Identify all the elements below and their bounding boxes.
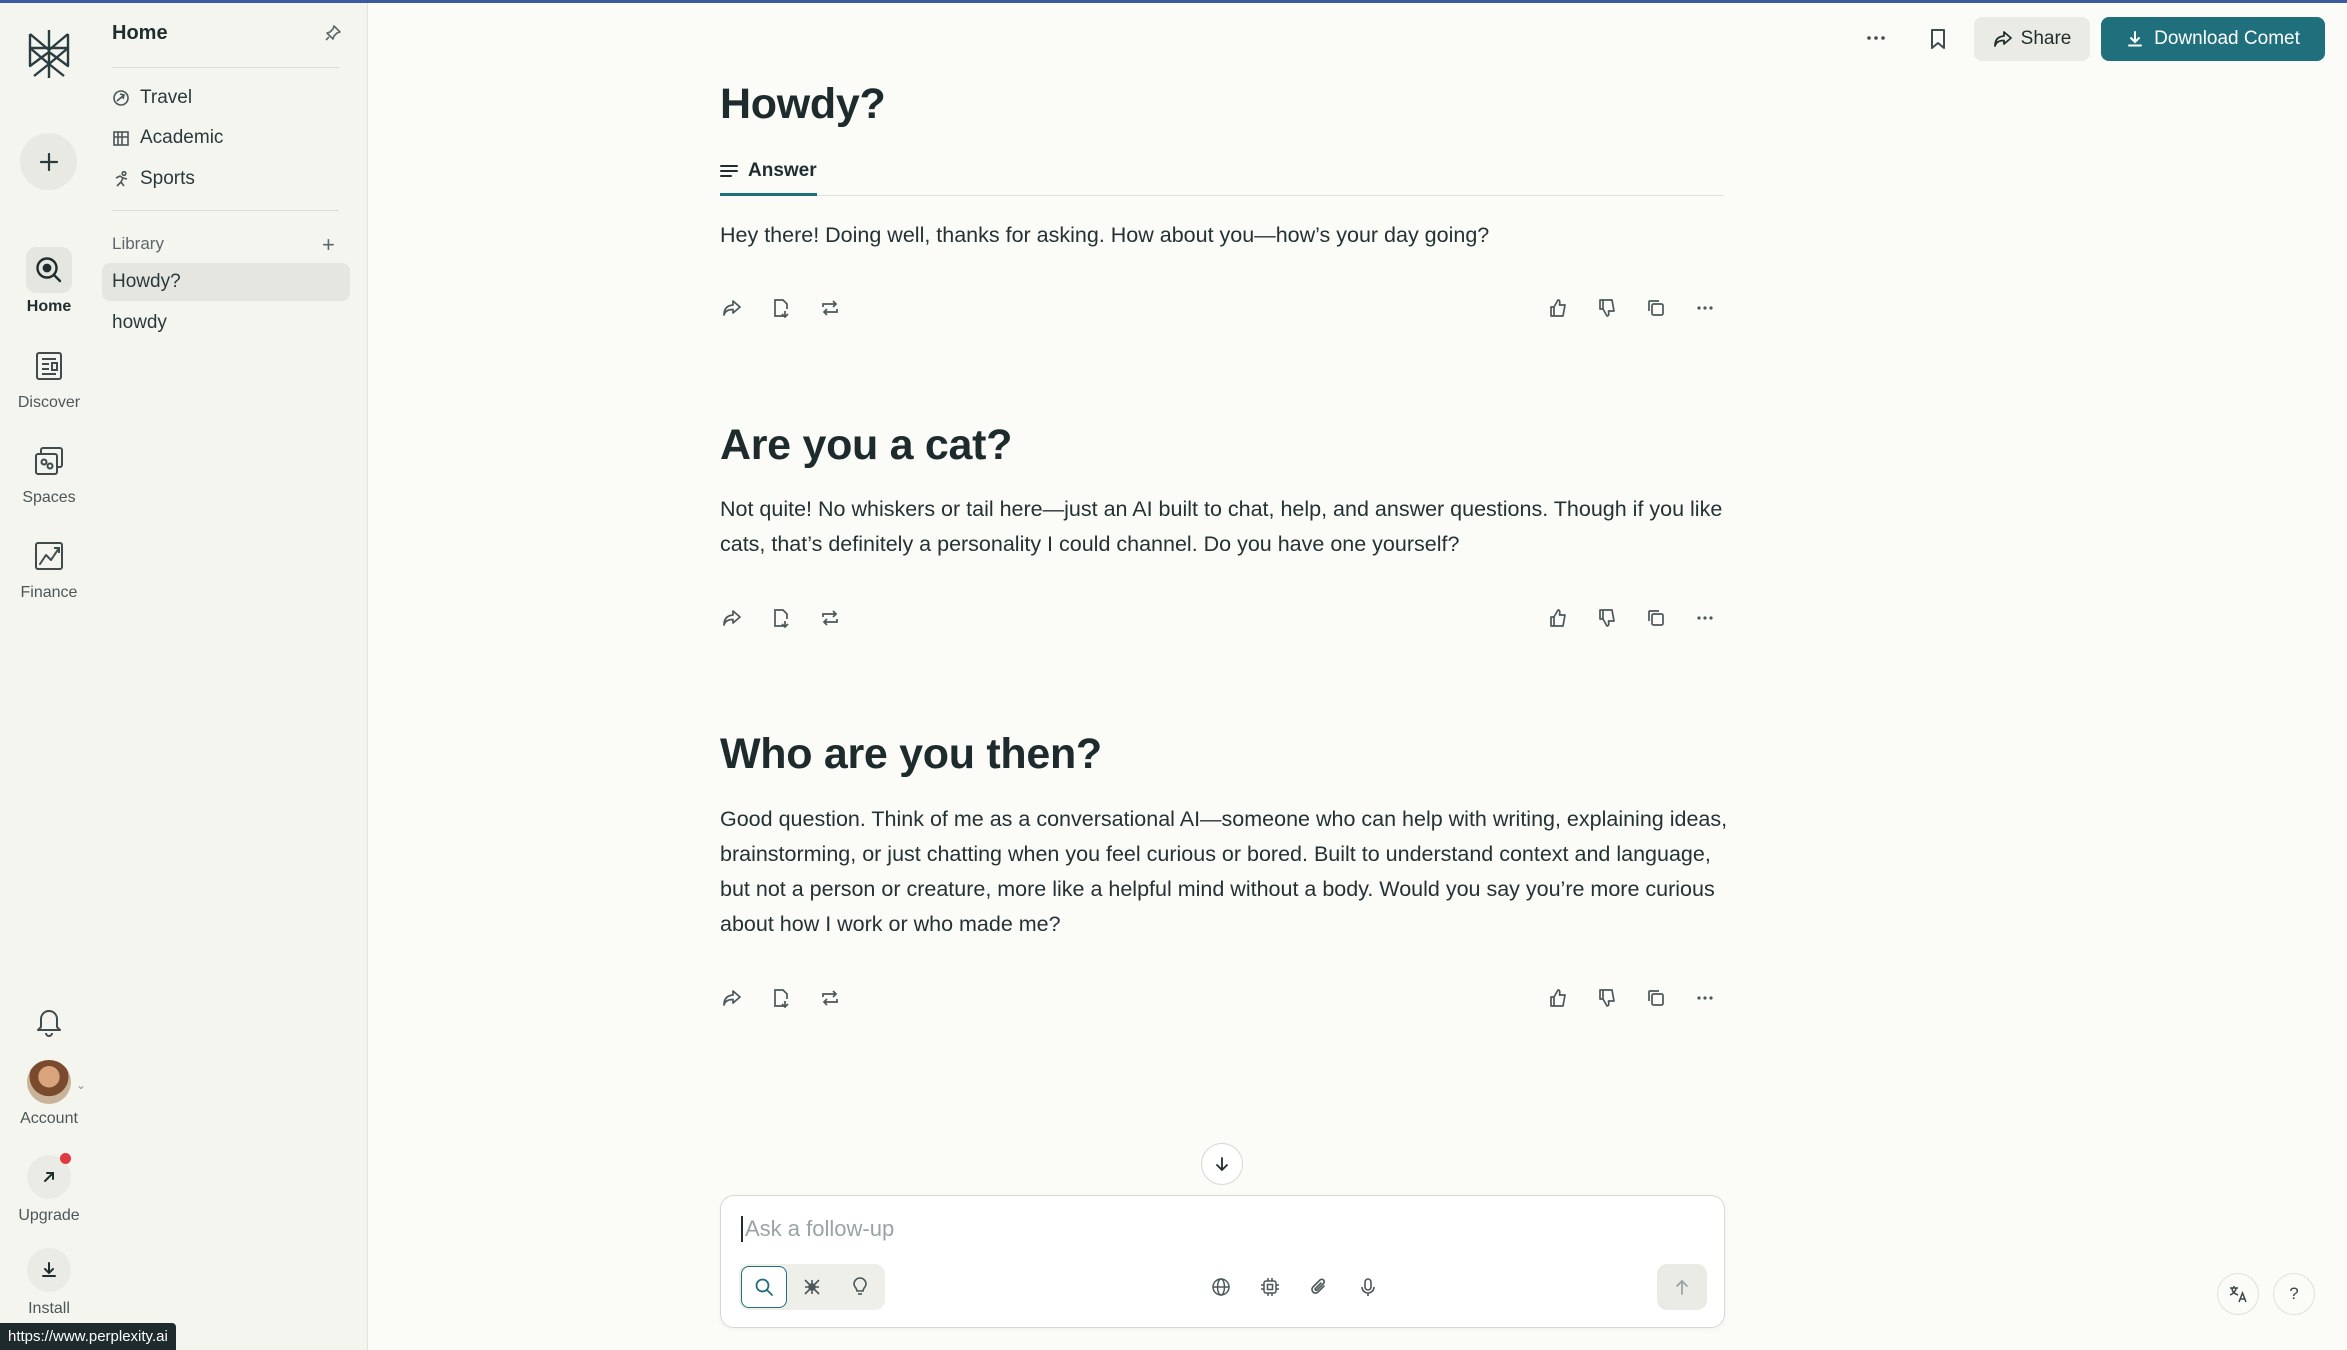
copy-icon[interactable] <box>1644 606 1668 630</box>
sidebar-item-sports[interactable] <box>112 168 195 190</box>
answer-text: Good question. Think of me as a conversational AI—someone who can help with writing, explaining ideas, brainstorming, or just chatting when you feel curious or bored. Built to understand context and language, but not a person or creature, more like a helpful mind without a body. Would you say you’re more curious about how I work or who made me? <box>720 807 1728 936</box>
follow-up-composer <box>720 1195 1725 1328</box>
upgrade-button[interactable] <box>0 1155 98 1225</box>
copy-icon[interactable] <box>1644 986 1668 1010</box>
lightbulb-icon <box>850 1277 870 1297</box>
more-options-icon[interactable] <box>1862 22 1890 55</box>
tab-answer-label: Answer <box>748 159 817 181</box>
answer-lines-icon <box>720 163 738 179</box>
rail-item-home[interactable] <box>0 247 98 316</box>
bookmark-icon[interactable] <box>1928 24 1948 57</box>
download-icon <box>40 1261 58 1279</box>
spaces-icon <box>26 438 72 484</box>
avatar <box>27 1060 71 1104</box>
thumbs-up-icon[interactable] <box>1546 986 1570 1010</box>
tab-answer[interactable] <box>720 148 817 196</box>
download-icon <box>2126 30 2144 48</box>
copy-icon[interactable] <box>1644 296 1668 320</box>
chevron-down-icon: ⌄ <box>76 1078 87 1092</box>
arrow-up-right-icon <box>41 1169 57 1185</box>
sports-icon <box>112 170 130 188</box>
export-icon[interactable] <box>769 296 793 320</box>
thread-label: howdy <box>112 312 167 333</box>
thread-label: Howdy? <box>112 271 181 292</box>
more-actions-icon[interactable] <box>1693 296 1717 320</box>
new-thread-button[interactable] <box>20 133 77 190</box>
labs-mode-button[interactable] <box>837 1266 883 1308</box>
side-panel <box>98 0 368 1350</box>
travel-icon <box>112 89 130 107</box>
arrow-down-icon <box>1213 1155 1231 1173</box>
language-icon[interactable] <box>2217 1273 2259 1315</box>
share-answer-icon[interactable] <box>720 986 744 1010</box>
rail-label-finance: Finance <box>20 584 78 601</box>
arrow-up-icon <box>1674 1278 1690 1296</box>
export-icon[interactable] <box>769 606 793 630</box>
rail-item-spaces[interactable] <box>0 438 98 507</box>
question-heading: Howdy? <box>720 80 886 128</box>
rewrite-icon[interactable] <box>818 296 842 320</box>
sidebar-item-label: Academic <box>140 127 224 148</box>
rail-label-spaces: Spaces <box>22 489 76 506</box>
install-button[interactable] <box>0 1248 98 1318</box>
divider <box>112 67 339 68</box>
answer-tabbar <box>720 148 1724 196</box>
account-label: Account <box>20 1110 78 1127</box>
notification-dot <box>60 1153 71 1164</box>
help-label: ? <box>2289 1284 2299 1303</box>
divider <box>112 210 339 211</box>
scroll-to-bottom-button[interactable] <box>1201 1143 1243 1185</box>
notifications-bell-icon[interactable] <box>34 1005 64 1042</box>
panel-title: Home <box>112 22 168 44</box>
share-icon <box>1993 30 2013 48</box>
finance-icon <box>26 533 72 579</box>
model-chip-icon[interactable] <box>1258 1275 1282 1299</box>
more-actions-icon[interactable] <box>1693 606 1717 630</box>
rewrite-icon[interactable] <box>818 606 842 630</box>
globe-icon[interactable] <box>1209 1275 1233 1299</box>
answer-actions <box>720 986 1724 1016</box>
more-actions-icon[interactable] <box>1693 986 1717 1010</box>
discover-icon <box>26 343 72 389</box>
library-thread-howdy[interactable] <box>102 304 350 342</box>
sidebar-item-label: Sports <box>140 168 195 189</box>
search-mode-selector <box>739 1264 885 1310</box>
send-button[interactable] <box>1657 1264 1707 1310</box>
pin-icon[interactable] <box>324 24 342 47</box>
library-heading: Library <box>112 234 164 253</box>
search-icon <box>754 1277 774 1297</box>
share-answer-icon[interactable] <box>720 606 744 630</box>
thumbs-up-icon[interactable] <box>1546 606 1570 630</box>
rail-label-home: Home <box>26 298 72 315</box>
answer-actions <box>720 296 1724 326</box>
upgrade-label: Upgrade <box>18 1207 80 1224</box>
microphone-icon[interactable] <box>1356 1275 1380 1299</box>
status-bar-url: https://www.perplexity.ai <box>0 1323 176 1350</box>
answer-text: Hey there! Doing well, thanks for asking. How about you—how’s your day going? <box>720 223 1490 247</box>
paperclip-icon[interactable] <box>1307 1275 1331 1299</box>
icon-rail <box>0 0 98 1350</box>
follow-up-input[interactable] <box>741 1216 1641 1242</box>
top-accent-line <box>0 0 2347 3</box>
export-icon[interactable] <box>769 986 793 1010</box>
library-thread-howdy-question[interactable] <box>102 263 350 301</box>
question-heading: Are you a cat? <box>720 421 1013 469</box>
sidebar-item-label: Travel <box>140 87 193 108</box>
sidebar-item-travel[interactable] <box>112 87 192 109</box>
rail-item-discover[interactable] <box>0 343 98 412</box>
perplexity-logo-icon[interactable] <box>24 26 74 82</box>
help-button[interactable] <box>2273 1273 2315 1315</box>
library-add-button[interactable]: + <box>322 232 335 257</box>
answer-text: Not quite! No whiskers or tail here—just an AI built to chat, help, and answer questions. Though if you like cats, that’s definitely a personality I could channel. Do you have one yourself? <box>720 497 1723 556</box>
thumbs-down-icon[interactable] <box>1595 986 1619 1010</box>
academic-icon <box>112 129 130 147</box>
research-mode-button[interactable] <box>789 1266 835 1308</box>
home-icon <box>26 247 72 293</box>
thumbs-up-icon[interactable] <box>1546 296 1570 320</box>
download-comet-button[interactable] <box>2101 17 2325 61</box>
install-label: Install <box>28 1300 70 1317</box>
sidebar-item-academic[interactable] <box>112 127 223 149</box>
plus-icon <box>38 151 60 173</box>
share-button[interactable] <box>1974 17 2090 61</box>
search-mode-button[interactable] <box>741 1266 787 1308</box>
share-label: Share <box>2020 28 2072 49</box>
account-menu[interactable] <box>0 1060 98 1128</box>
rail-label-discover: Discover <box>17 394 81 411</box>
download-label: Download Comet <box>2154 28 2300 49</box>
rail-item-finance[interactable] <box>0 533 98 602</box>
research-icon <box>802 1277 822 1297</box>
thumbs-down-icon[interactable] <box>1595 296 1619 320</box>
question-heading: Who are you then? <box>720 730 1102 778</box>
rewrite-icon[interactable] <box>818 986 842 1010</box>
share-answer-icon[interactable] <box>720 296 744 320</box>
thumbs-down-icon[interactable] <box>1595 606 1619 630</box>
answer-actions <box>720 606 1724 636</box>
